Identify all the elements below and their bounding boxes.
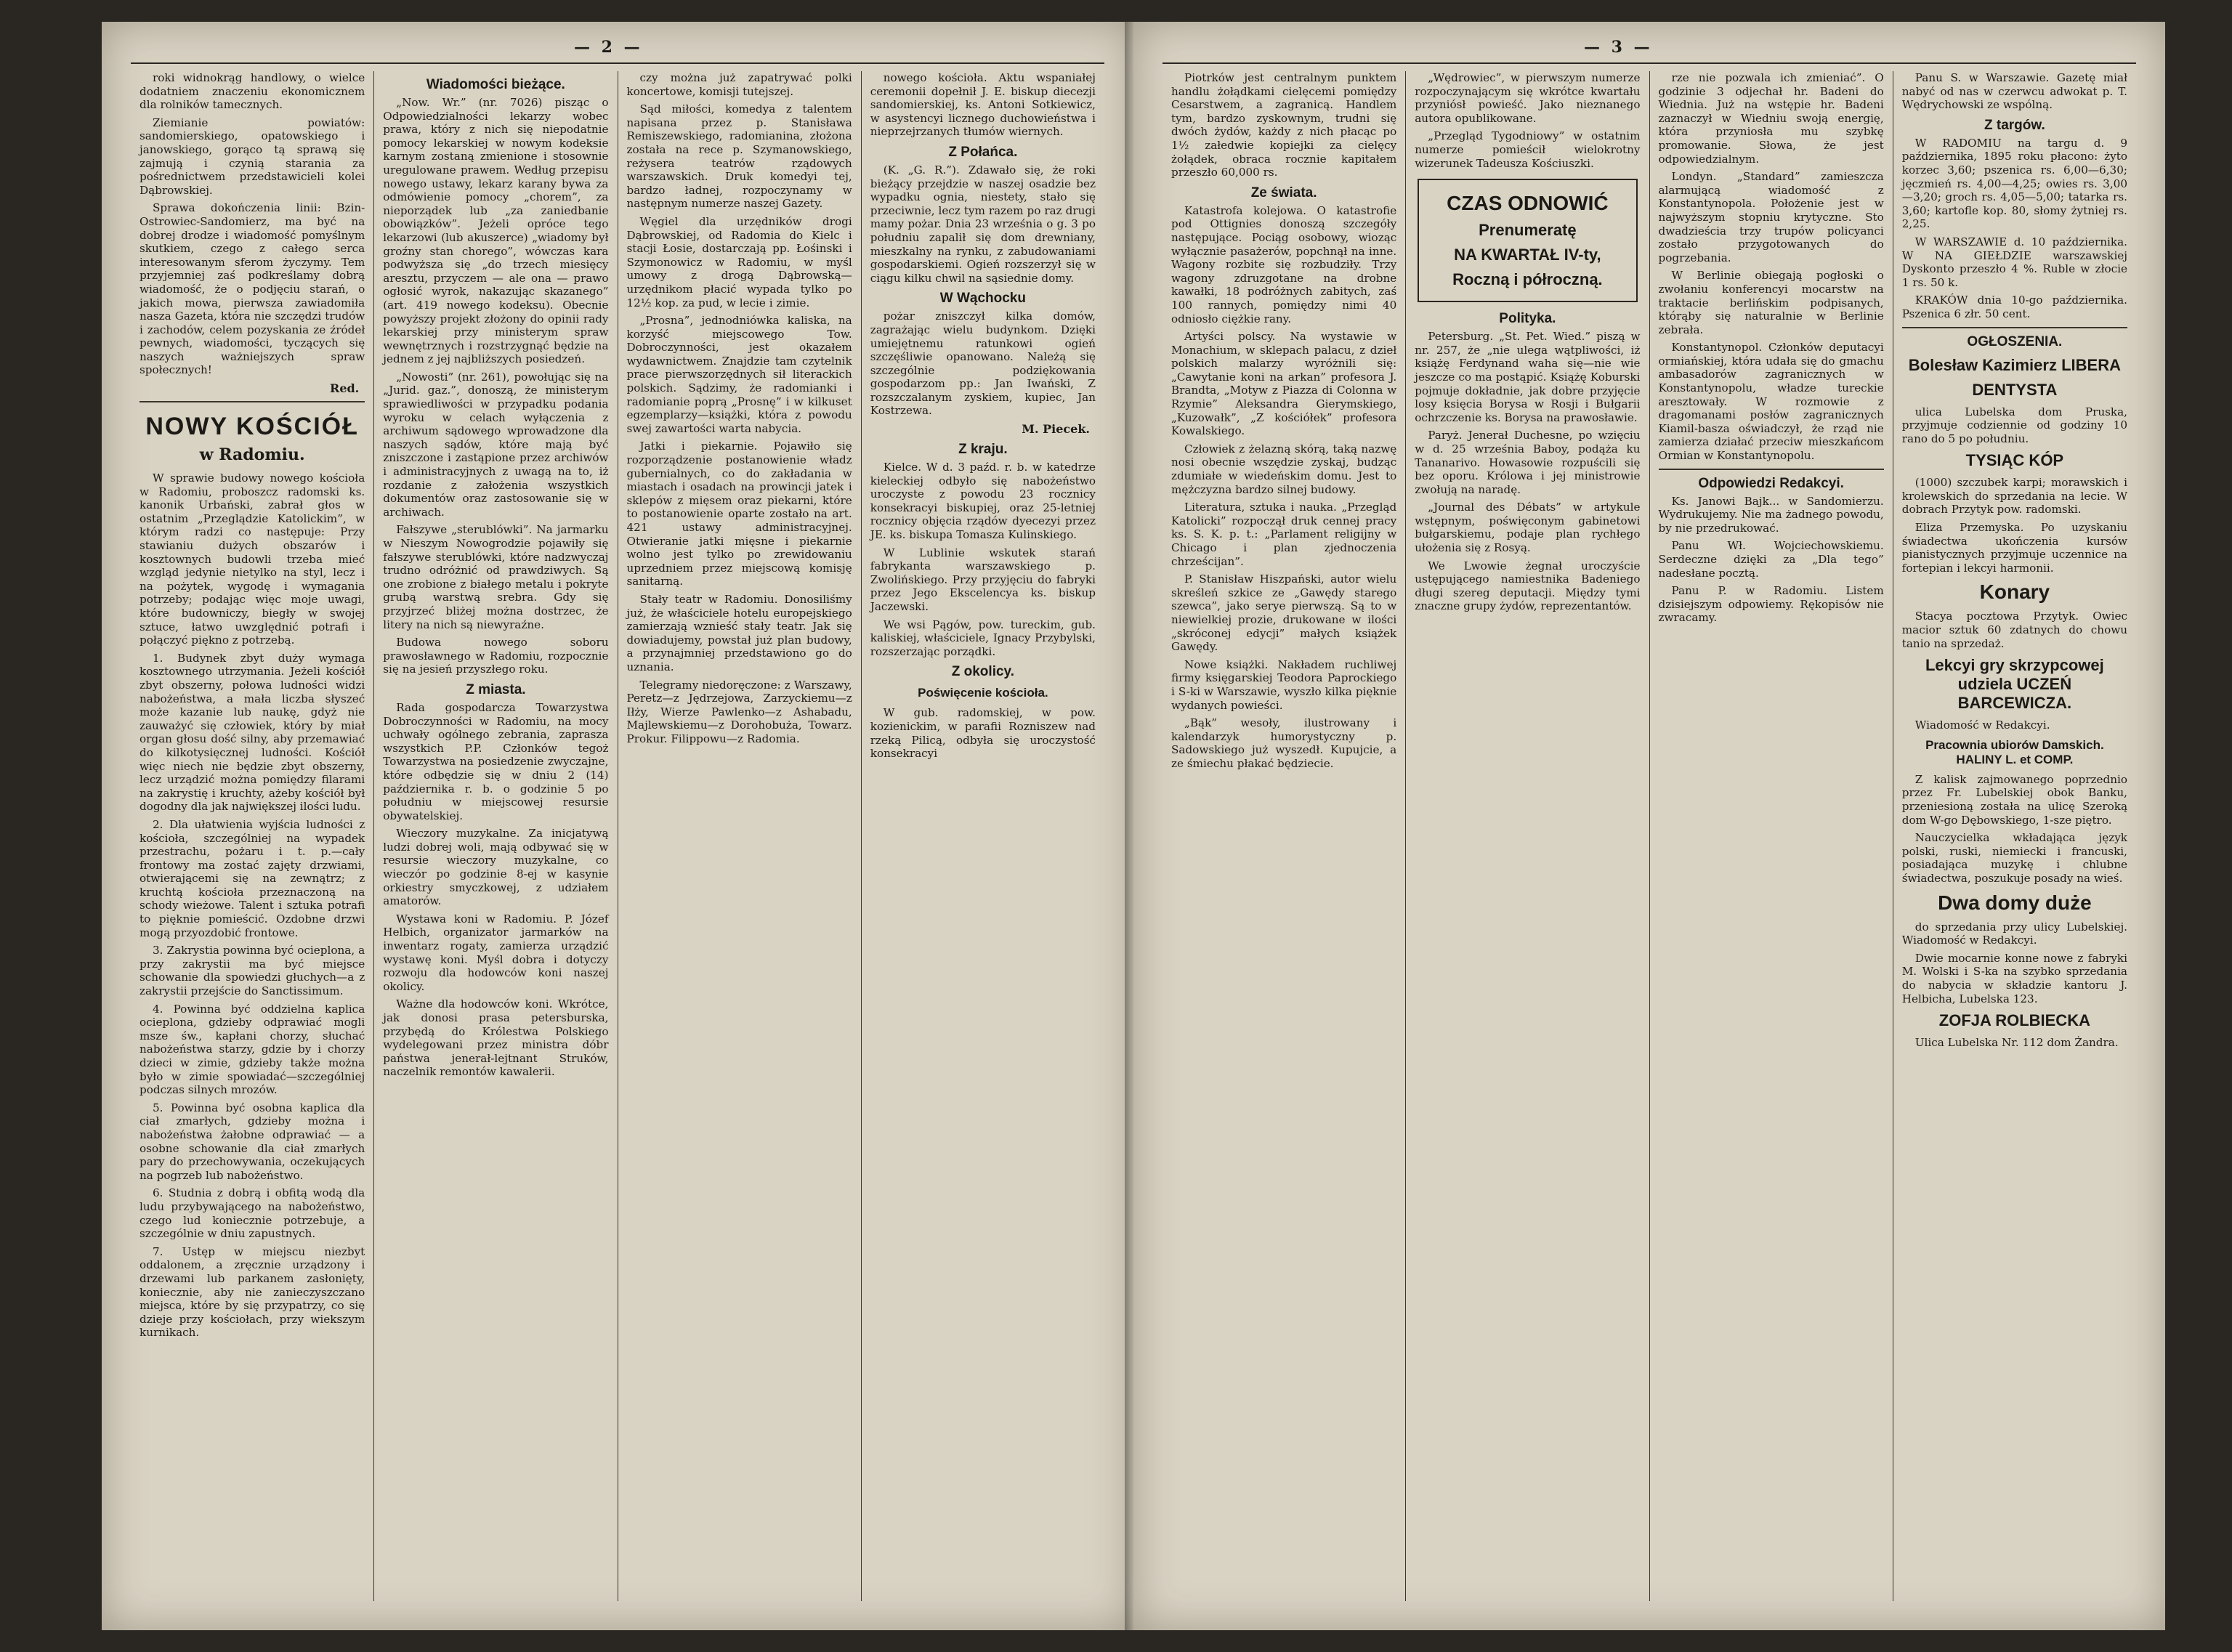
- paragraph: czy można już zapatrywać polki koncertowe, komisji tutejszej.: [626, 71, 852, 98]
- divider: [1659, 469, 1884, 470]
- paragraph: 6. Studnia z dobrą i obfitą wodą dla ludu przybywającego na nabożeństwo, czego lud koniecznie potrzebuje, a szczególnie w dniu zapustnych.: [140, 1186, 365, 1241]
- subheadline: w Radomiu.: [199, 445, 305, 465]
- left-page: [102, 22, 1133, 1630]
- paragraph: Petersburg. „St. Pet. Wied.” piszą w nr. 257, że „nie ulega wątpliwości, iż książę Ferdynand waha się—nie wie jeszcze co ma postąpić. Książę Koburski pojmuje dokładnie, jak dobre przyjęcie losy księcia Borysa w Rosji i Bułgarii ochrzczenie ks. Borysa na prawosławie.: [1415, 330, 1641, 424]
- paragraph: (K. „G. R.”). Zdawało się, że roki bieżący przejdzie w naszej osadzie bez wypadku ognia, niestety, stało się przeciwnie, lecz tym razem po raz drugi mamy pożar. Dnia 23 września o g. 3 po południu zapalił się dom drewniany, mieszkalny na rynku, z zabudowaniami gospodarskiemi. Ogień rozszerzył się w ciągu kilku chwil na sąsiednie domy.: [870, 163, 1096, 285]
- paragraph: „Przegląd Tygodniowy” w ostatnim numerze pomieścił wielokrotny wizerunek Tadeusza Kościuszki.: [1415, 129, 1641, 170]
- column-4: [862, 71, 1104, 1601]
- column-2: [374, 71, 618, 1601]
- paragraph: We Lwowie żegnał uroczyście ustępującego namiestnika Badeniego długi szereg deputacji. Między tymi znaczne grupy żydów, reprezentantów.: [1415, 559, 1641, 613]
- top-rule: [131, 62, 1104, 64]
- ad-title: Lekcyi gry skrzypcowej udziela UCZEŃ BARCEWICZA.: [1925, 656, 2104, 713]
- paragraph: 2. Dla ułatwienia wyjścia ludności z kościoła, szczególniej na wypadek przestrachu, pożaru i t. p.—cały frontowy ma zostać zajęty drzwiami, otwierającemi się na zewnątrz; z kruchtą kościoła przeznaczoną na schody wieżowe. Talent i sztuka potrafi to pięknie pomieścić. Ozdobne drzwi mogą przyozdobić frontowe.: [140, 817, 365, 939]
- paragraph: „Nowosti” (nr. 261), powołując się na „Jurid. gaz.”, donoszą, że ministerym sprawiedliwości w przypadku podania wyroku w celach wyłączenia z archiwum sądowego wprowadzone dla naszych sądów, które mają być zniszczone i zastąpione przez archiwów i administracyjnych z uwagą na to, iż rozdanie z założenia wszystkich dokumentów oraz zastosowanie się w archiwach.: [383, 370, 609, 519]
- signature: Red.: [330, 381, 360, 396]
- paragraph: rze nie pozwala ich zmieniać”. O godzinie 3 odjechał hr. Badeni do Wiednia. Już na wstępie hr. Badeni zaznaczył w Wiedniu swoją energię, która przyniosła mu szybkę promowanie. Słowa, że jest odpowiedzialnym.: [1658, 71, 1884, 166]
- paragraph: Panu Wł. Wojciechowskiemu. Serdeczne dzięki za „Dla tego” nadesłane pocztą.: [1658, 539, 1884, 580]
- section-heading: Z miasta.: [466, 681, 526, 697]
- section-heading: OGŁOSZENIA.: [1967, 333, 2063, 349]
- paragraph: „Wędrowiec”, w pierwszym numerze rozpoczynającym się wkrótce kwartału przyniósł powieść. Jako nieznanego autora opublikowane.: [1415, 71, 1641, 125]
- paragraph: W Berlinie obiegają pogłoski o zwołaniu konferencyi mocarstw na traktacie berlińskim podpisanych, którąby się naturalnie w Berlinie zebrała.: [1658, 269, 1884, 336]
- page-number: — 3 —: [1584, 38, 1653, 57]
- section-heading: Z okolicy.: [951, 664, 1014, 680]
- paragraph: Budowa nowego soboru prawosławnego w Radomiu, rozpocznie się na jesień przyszłego roku.: [383, 636, 609, 676]
- top-rule: [1162, 62, 2136, 64]
- paragraph: Jatki i piekarnie. Pojawiło się rozporządzenie postanowienie władz gubernialnych, co do zakładania w miastach i osadach na prowincji jatek i sklepów z mięsem oraz piekarni, które to postanowienie oparte zostało na art. 421 ustawy administracyjnej. Otwieranie jatki mięsne i piekarnie wolno jest tylko po zrewidowaniu uprzedniem przez miejscową komisję sanitarną.: [626, 440, 852, 588]
- paragraph: roki widnokrąg handlowy, o wielce dodatniem znaczeniu ekonomicznem dla rolników tamecznych.: [140, 71, 365, 112]
- paragraph: W WARSZAWIE d. 10 października. W NA GIEŁDZIE warszawskiej Dyskonto przeszło 4 %. Ruble w złocie 1 rs. 50 k.: [1901, 235, 2127, 289]
- paragraph: Ks. Janowi Bajk... w Sandomierzu. Wydrukujemy. Nie ma żadnego powodu, by nie przedrukować.: [1658, 494, 1884, 535]
- section-heading: Z kraju.: [958, 442, 1008, 458]
- paragraph: Eliza Przemyska. Po uzyskaniu świadectwa ukończenia kursów pianistycznych przyjmuje uczennice na fortepian i lekcyi harmonii.: [1901, 521, 2127, 575]
- column-4: [1893, 71, 2136, 1601]
- paragraph: Z kalisk zajmowanego poprzednio przez Fr. Lubelskiej obok Banku, przeniesioną została na ulicę Szeroką dom W-go Dębowskiego, 1-sze piętro.: [1901, 772, 2127, 827]
- right-page: [1133, 22, 2165, 1630]
- paragraph: W gub. radomskiej, w pow. kozienickim, w parafii Rozniszew nad rzeką Pilicą, odbyła się uroczystość konsekracyi: [870, 706, 1096, 761]
- ad-title: Dwa domy duże: [1938, 891, 2092, 914]
- paragraph: Artyści polscy. Na wystawie w Monachium, w sklepach palacu, z dzieł polskich malarzy wyróżnili się: „Cawytanie koni na arkan” profesora J. Brandta, „Motyw z Piazza di Colonna w Rzymie” Aleksandra Gierymskiego, „Kuzowałk”, „Z kościółek” profesora Kowalskiego.: [1171, 330, 1397, 438]
- ad-title: Konary: [1979, 580, 2050, 604]
- paragraph: Piotrków jest centralnym punktem handlu żołądkami cielęcemi pomiędzy Cesarstwem, a zagranicą. Handlem tym, bardzo zyskownym, trudni się dwóch żydów, każdy z nich płacąc po 1½ załedwie kopiejki za cielęcy żołądek, obraca rocznie kapitałem przeszło 60,000 rs.: [1171, 71, 1397, 179]
- paragraph: „Now. Wr.” (nr. 7026) pisząc o Odpowiedzialności lekarzy wobec prawa, który z nich się niepodatnie pomocy lekarskiej w nowym kodeksie karnym zostaną zmienione i stosownie uregulowane prawem. Według przepisu nowego ustawy, lekarz karany bywa za odmówienie pomocy „chorem”, za nieporządek lub „za zaniedbanie obowiązków”. Jeżeli opróce tego lekarzowi (lub akuszerce) „wiadomy był groźny stan chorego”, wówczas kara podwyższa się „do trzech miesięcy aresztu, przyczem — ale ona — prawo ogłosić wyrok, nakazując skazanego” (art. 419 nowego kodeksu). Obecnie powyższy projekt złożony do opinii rady lekarskiej przy ministerym spraw wewnętrznych i rozstrzygnąć będzie na jednem z jej najbliższych posiedzeń.: [383, 96, 609, 366]
- paragraph: Panu S. w Warszawie. Gazetę miał nabyć od nas w czerwcu adwokat p. T. Wędrychowski ze wspólną.: [1901, 71, 2127, 112]
- subheadline: Poświęcenie kościoła.: [918, 686, 1048, 700]
- paragraph: do sprzedania przy ulicy Lubelskiej. Wiadomość w Redakcyi.: [1901, 920, 2127, 947]
- column-1: [1162, 71, 1406, 1601]
- paragraph: Sprawa dokończenia linii: Bzin-Ostrowiec-Sandomierz, ma być na dobrej drodze i wiadomość pomyślnym skutkiem, czego z całego serca interesowanym sferom życzymy. Tem przyjemniej zaś podkreślamy dobrą wiadomość, że o podjęciu starań, o jakich mowa, pierwsza zawiadomiła nasza Gazeta, która nie szczędzi trudów i zachodów, celem pozyskania ze źródeł pewnych, wiadomości, tyczących się naszych ważniejszych spraw społecznych!: [140, 201, 365, 377]
- paragraph: 4. Powinna być oddzielna kaplica ocieplona, gdzieby odprawiać mogli msze św., kapłani chorzy, słuchać nabożeństwa starzy, gdzie by i chorzy dzieci w zimie, gdzieby także można było w zimie spowiadać—szczególniej podczas silnych mrozów.: [140, 1002, 365, 1097]
- paragraph: Konstantynopol. Członków deputacyi ormiańskiej, która udała się do gmachu ambasadorów zagranicznych w Konstantynopolu, władze tureckie aresztowały. W rozmowie z dragomanami posłów zagranicznych Kiamil-basza oświadczył, że rząd nie zamierza działać przeciw mieszkańcom Ormian w Konstantynopolu.: [1658, 341, 1884, 463]
- paragraph: 1. Budynek zbyt duży wymaga kosztownego utrzymania. Jeżeli kościół zbyt obszerny, połowa ludności widzi nabożeństwa, a mała liczba słyszeć może kazanie lub naukę, gdyż nie zauważyć się człowiek, który by miał organ głosu dość silny, aby przemawiać do kilkotysięcznej ludności. Kościół więc niech nie będzie zbyt obszerny, lecz urządzić można pomiędzy filarami na zakrystię i kruchty, ażeby kościół był dogodny dla jak największej ilości ludu.: [140, 651, 365, 814]
- columns: [1162, 71, 2136, 1601]
- paragraph: (1000) szczubek karpi; morawskich i krolewskich do sprzedania na lecie. W dobrach Przytyk pow. radomski.: [1901, 476, 2127, 517]
- paragraph: nowego kościoła. Aktu wspaniałej ceremonii dopełnił J. E. biskup diecezji sandomierskiej, ks. Antoni Sotkiewicz, w asystencyi licznego duchowieństwa i nieprzejrzanych tłumów wiernych.: [870, 71, 1096, 139]
- page-number: — 2 —: [574, 38, 643, 57]
- section-heading: Wiadomości bieżące.: [426, 77, 565, 92]
- columns: [131, 71, 1104, 1601]
- paragraph: W RADOMIU na targu d. 9 października, 1895 roku płacono: żyto korzec 3,60; pszenica rs. 6,00—6,30; jęczmień rs. 4,00—4,25; owies rs. 3,00—3,20; groch rs. 4,05—5,00; tatarka rs. 3,60; kartofle kop. 80, słomy żytniej rs. 2,25.: [1901, 136, 2127, 231]
- section-heading: Z targów.: [1984, 117, 2045, 133]
- paragraph: „Prosna”, jednodniówka kaliska, na korzyść miejscowego Tow. Dobroczynności, jest okazałem wydawnictwem. Znajdzie tam czytelnik prace pierwszorzędnych sił literackich polskich. Sądzimy, że radomianki i radomianie poprą „Prosnę” i w kilkuset egzemplarzy—książki, która z powodu swej zawartości warta nabycia.: [626, 314, 852, 435]
- paragraph: Wieczory muzykalne. Za inicjatywą ludzi dobrej woli, mają odbywać się w resursie wieczory muzykalne, co wieczór po godzinie 8-ej w kasynie orkiestry smyczkowej, z udziałem amatorów.: [383, 827, 609, 908]
- notice-line: Prenumeratę: [1479, 221, 1577, 240]
- signature: M. Piecek.: [1022, 422, 1090, 437]
- paragraph: Ważne dla hodowców koni. Wkrótce, jak donosi prasa petersburska, przybędą do Królestwa Polskiego wydelegowani przez ministra dóbr państwa jenerał-lejtnant Struków, naczelnik remontów kawalerii.: [383, 997, 609, 1079]
- paragraph: W Lublinie wskutek starań fabrykanta warszawskiego p. Zwolińskiego. Przy przyjęciu do fabryki przez Jego Ekscelencya ks. biskup Jaczewski.: [870, 546, 1096, 613]
- paragraph: Stacya pocztowa Przytyk. Owiec macior sztuk 60 zdatnych do chowu tanio na sprzedaż.: [1901, 610, 2127, 650]
- paragraph: Literatura, sztuka i nauka. „Przegląd Katolicki” rozpoczął druk cennej pracy ks. S. K. p. t.: „Parlament religijny w Chicago i plan zjednoczenia chrześcijan”.: [1171, 501, 1397, 568]
- paragraph: 3. Zakrystia powinna być ocieplona, a przy zakrystii ma być miejsce schowanie dla spowiedzi głuchych—a z zakrystii przejście do Sanctissimum.: [140, 944, 365, 998]
- paragraph: Ziemianie powiatów: sandomierskiego, opatowskiego i janowskiego, gorąco tą sprawą się zajmują i czynią starania za pośrednictwem przedstawicieli kolei Dąbrowskiej.: [140, 116, 365, 197]
- section-heading: Z Połańca.: [948, 144, 1018, 160]
- paragraph: pożar zniszczył kilka domów, zagrażając wielu budynkom. Dzięki umiejętnemu ratunkowi ogień szczęśliwie opanowano. Należą się szczególnie podziękowania gospodarzom pp.: Jan Iwański, Z rozszczalanym zyskiem, kupiec, Jan Kostrzewa.: [870, 309, 1096, 418]
- ad-title: Pracownia ubiorów Damskich. HALINY L. et COMP.: [1925, 737, 2104, 766]
- ad-title: Bolesław Kazimierz LIBERA: [1908, 355, 2121, 374]
- paragraph: KRAKÓW dnia 10-go października. Pszenica 6 złr. 50 cent.: [1901, 293, 2127, 320]
- paragraph: Nowe książki. Nakładem ruchliwej firmy księgarskiej Teodora Paprockiego i S-ki w Warszawie, wyszło kilka pięknie wydanych powieści.: [1171, 657, 1397, 712]
- ad-title: DENTYSTA: [1972, 380, 2058, 399]
- paragraph: Paryż. Jenerał Duchesne, po wzięciu w d. 25 września Baboy, podąża ku Tananarivo. Howasowie rozpuścili się bez oporu. Królowa i jej ministrowie zwołują na naradę.: [1415, 429, 1641, 496]
- section-heading: Polityka.: [1499, 311, 1556, 327]
- column-3: [1650, 71, 1893, 1601]
- paragraph: We wsi Pągów, pow. tureckim, gub. kaliskiej, właściciele, Ignacy Przybylski, rozszerzając porządki.: [870, 618, 1096, 658]
- divider: [140, 401, 365, 402]
- section-heading: W Wąchocku: [939, 291, 1026, 307]
- paragraph: Nauczycielka wkładająca język polski, ruski, niemiecki i francuski, posiadająca muzykę i chlubne świadectwa, poszukuje posady na wieś.: [1901, 831, 2127, 885]
- column-2: [1406, 71, 1649, 1601]
- paragraph: W sprawie budowy nowego kościoła w Radomiu, proboszcz radomski ks. kanonik Urbański, zabrał głos w ostatnim „Przeglądzie Katolickim”, w którym radzi co następuje: Przy stawianiu dużych obszarów i kosztownych budowli trzeba mieć wzgląd jedynie nietylko na styl, lecz i na pożytek, wygodę i wymagania potrzeby; podając więc moje uwagi, które budowniczy, biegły w swojej sztuce, łatwo uwzględnić potrafi i połączyć piękno z potrzebą.: [140, 471, 365, 647]
- notice-line: NA KWARTAŁ IV-ty,: [1454, 246, 1601, 264]
- paragraph: Panu P. w Radomiu. Listem dzisiejszym odpowiemy. Rękopisów nie zwracamy.: [1658, 584, 1884, 625]
- paragraph: Węgiel dla urzędników drogi Dąbrowskiej, od Radomia do Kielc i stacji Łosie, dostarczają pp. Łośinski i Szymonowicz w Radomiu, w myśl umowy z drogą Dąbrowską—urzędnikom płacić wypada tylko po 12½ kop. za pud, w lecie i zimie.: [626, 214, 852, 309]
- paragraph: „Journal des Débats” w artykule wstępnym, poświęconym gabinetowi bułgarskiemu, podaje plan rychłego ułożenia się z Rosyą.: [1415, 501, 1641, 555]
- paragraph: 5. Powinna być osobna kaplica dla ciał zmarłych, gdzieby można i nabożeństwa żałobne odprawiać — a osobne schowanie dla ciał zmarłych pary do przechowywania, oczekujących na pogrzeb lub nabożeństwo.: [140, 1101, 365, 1182]
- section-heading: Odpowiedzi Redakcyi.: [1698, 475, 1844, 491]
- paragraph: Kielce. W d. 3 paźd. r. b. w katedrze kieleckiej odbyło się nabożeństwo uroczyste z powodu 23 rocznicy konsekracyi biskupiej, oraz 25-letniej rocznicy objęcia rządów dyecezyi przez JE. ks. biskupa Tomasza Kulinskiego.: [870, 461, 1096, 542]
- paragraph: Wystawa koni w Radomiu. P. Józef Helbich, organizator jarmarków na inwentarz rogaty, zamierza urządzić wystawę koni. Myśl dobra i dotyczy rozwoju dla hodowców koni naszej okolicy.: [383, 912, 609, 993]
- paragraph: Ulica Lubelska Nr. 112 dom Żandra.: [1914, 1036, 2119, 1050]
- paragraph: ulica Lubelska dom Pruska, przyjmuje codziennie od godziny 10 rano do 5 po południu.: [1901, 405, 2127, 445]
- column-3: [618, 71, 862, 1601]
- headline: NOWY KOŚCIÓŁ: [145, 413, 359, 441]
- paragraph: Londyn. „Standard” zamieszcza alarmującą wiadomość z Konstantynopola. Położenie jest w najwyższym stopniu krytyczne. Sto dwadzieścia trzy trupów policyanci zostało przygotowanych do pogrzebania.: [1658, 170, 1884, 264]
- paragraph: Katastrofa kolejowa. O katastrofie pod Ottignies donoszą szczegóły następujące. Pociąg osobowy, wioząc wyłącznie pasażerów, popchnął na inne. Wagony rozbite się rozbudziły. Trzy wagony zdruzgotane na drobne kawałki, 18 podróżnych zabitych, zaś 100 rannych, pomiędzy nimi 40 odniosło ciężkie rany.: [1171, 203, 1397, 325]
- paragraph: 7. Ustęp w miejscu niezbyt oddalonem, a zręcznie urządzony i drzewami lub parkanem zasłonięty, koniecznie, aby nie zanieczyszczano miejsca, które by się przypatrzy, co się dzieje przy kościołach, przy wiekszym kurnikach.: [140, 1244, 365, 1340]
- paragraph: P. Stanisław Hiszpański, autor wielu skreśleń szkice ze „Gawędy starego szewca”, jako serye pierwszą. Są to w niewielkiej prozie, drukowane w ilości „skróconej edycji” małych książek Gawędy.: [1171, 572, 1397, 654]
- paragraph: Rada gospodarcza Towarzystwa Dobroczynności w Radomiu, na mocy uchwały ogólnego zebrania, zaprasza wszystkich P.P. Członków tegoż Towarzystwa na posiedzenie zwyczajne, które odbędzie się w dniu 2 (14) października r. b. o godzinie 5 po południu w miejscowej resursie obywatelskiej.: [383, 700, 609, 822]
- paragraph: „Bąk” wesoły, ilustrowany i kalendarzyk humorystyczny p. Sadowskiego już wyszedł. Kupujcie, a ze śmiechu płakać będziecie.: [1171, 716, 1397, 770]
- paragraph: Człowiek z żelazną skórą, taką nazwę nosi obecnie wszędzie zyskaj, budząc zdumiałe w wiedeńskim domu. Jest to mężczyzna bardzo silnej budowy.: [1171, 442, 1397, 496]
- ad-title: TYSIĄC KÓP: [1965, 451, 2064, 470]
- newspaper-spread: [44, 22, 2188, 1630]
- notice-title: CZAS ODNOWIĆ: [1447, 192, 1609, 215]
- column-1: [131, 71, 374, 1601]
- paragraph: Stały teatr w Radomiu. Donosiliśmy już, że właściciele hotelu europejskiego zamierzają wznieść stały teatr. Jak się dowiadujemy, powstał już plan budowy, a przynajmniej przedstawiono go do uznania.: [626, 592, 852, 673]
- ad-title: ZOFJA ROLBIECKA: [1938, 1011, 2090, 1030]
- paragraph: Sąd miłości, komedya z talentem napisana przez p. Stanisława Remiszewskiego, radomianina, złożona została na rece p. Szymanowskiego, reżysera teatrów rządowych warszawskich. Druk komedyi tej, bardzo ładnej, rozpoczynamy w następnym numerze naszej Gazety.: [626, 102, 852, 211]
- section-heading: Ze świata.: [1250, 185, 1317, 201]
- notice-line: Roczną i półroczną.: [1452, 270, 1603, 289]
- paragraph: Fałszywe „sterublówki”. Na jarmarku w Nieszym Nowogrodzie pojawiły się fałszywe sterublówki, które nadzwyczaj trudno odróżnić od prawdziwych. Są one zrobione z białego metalu i pokryte grubą warstwą srebra. Gdy się przyjrzeć bliżej można dostrzec, że litery na nich są niewyraźne.: [383, 523, 609, 631]
- divider: [1902, 327, 2127, 328]
- paragraph: Telegramy niedoręczone: z Warszawy, Peretz—z Jędrzejowa, Zarzyckiemu—z Iłży, Wierze Pawlenko—z Ashabadu, Majlewskiemu—z Dorohobuża, Towarz. Prokur. Filippowu—z Radomia.: [626, 678, 852, 745]
- subscription-notice: [1418, 179, 1637, 302]
- paragraph: Dwie mocarnie konne nowe z fabryki M. Wolski i S-ka na szybko sprzedania do nabycia w składzie kantoru J. Helbicha, Lubelska 123.: [1901, 951, 2127, 1005]
- paragraph: Wiadomość w Redakcyi.: [1914, 718, 2050, 732]
